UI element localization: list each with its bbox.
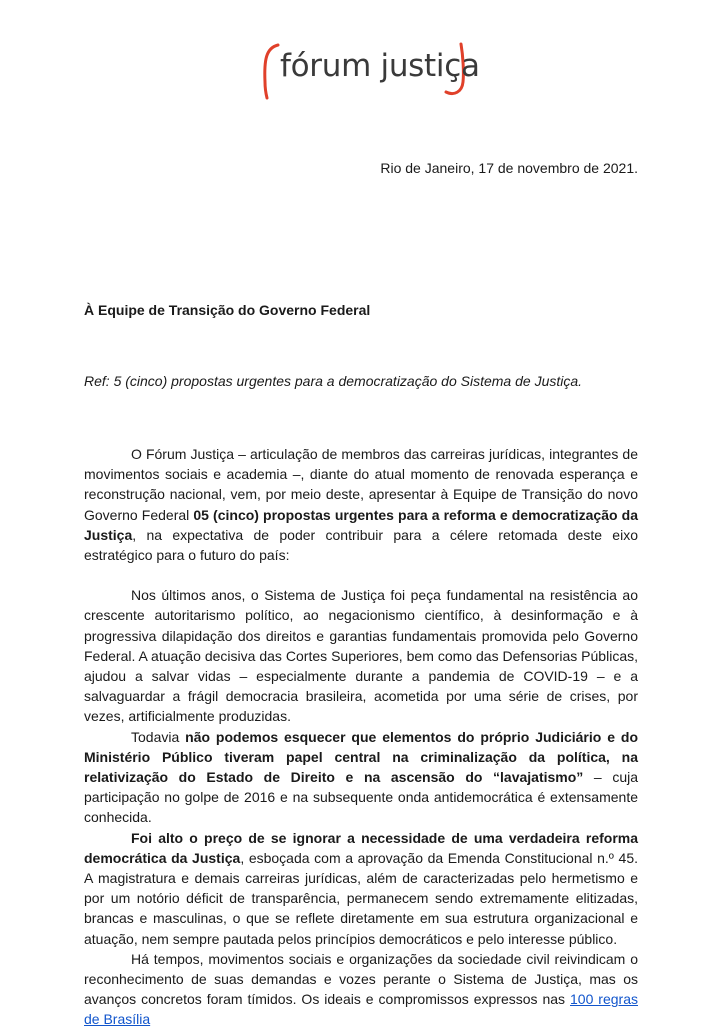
- paragraph-text: Nos últimos anos, o Sistema de Justiça foi peça fundamental na resistência ao crescente autoritarismo político, ao negacionismo científico, à desinformação e à progressiva dilapidação dos direitos e garantias fundamentais promovida pelo Governo Federal. A atuação decisiva das Cortes Superiores, bem como das Defensorias Públicas, ajudou a salvar vidas – especialmente durante a pandemia de COVID-19 – e a salvaguardar a frágil democracia brasileira, acometida por uma série de crises, por vezes, artificialmente produzidas.: [84, 587, 638, 725]
- letter-body: [84, 444, 638, 1030]
- paragraph-reform: [84, 828, 638, 949]
- letter-reference: Ref: 5 (cinco) propostas urgentes para a democratização do Sistema de Justiça.: [84, 373, 583, 389]
- paragraph-demands: [84, 949, 638, 1030]
- paragraph-context: [84, 585, 638, 726]
- paragraph-criticism: [84, 727, 638, 828]
- paragraph-text: Há tempos, movimentos sociais e organizações da sociedade civil reivindicam o reconhecimento de suas demandas e vozes perante o Sistema de Justiça, mas os avanços concretos foram tímidos. Os ideais e compromissos expressos nas: [84, 950, 638, 1008]
- letter-addressee: À Equipe de Transição do Governo Federal: [84, 302, 371, 318]
- brasilia-rules-link[interactable]: 100 regras de Brasília: [84, 991, 638, 1028]
- paragraph-text: Todavia: [131, 728, 186, 745]
- logo-text: fórum justiça: [280, 48, 480, 84]
- forum-justica-logo: [258, 42, 478, 102]
- paragraph-text: – cuja participação no golpe de 2016 e na subsequente onda antidemocrática é extensamente conhecida.: [84, 769, 639, 826]
- paragraph-intro: [84, 444, 638, 565]
- paragraph-text: , na expectativa de poder contribuir para a célere retomada deste eixo estratégico para o futuro do país:: [84, 526, 638, 564]
- paragraph-text: , esboçada com a aprovação da Emenda Constitucional n.º 45. A magistratura e demais carreiras jurídicas, além de caracterizadas pelo hermetismo e por um notório déficit de transparência, permanecem sendo extremamente elitizadas, brancas e masculinas, o que se reflete diretamente em sua estrutura organizacional e atuação, nem sempre pautada pelos princípios democráticos e pelo interesse público.: [84, 849, 638, 947]
- paragraph-bold-text: não podemos esquecer que elementos do próprio Judiciário e do Ministério Público tiveram papel central na criminalização da política, na relativização do Estado de Direito e na ascensão do “lavajatismo”: [84, 728, 638, 786]
- letter-date: Rio de Janeiro, 17 de novembro de 2021.: [380, 160, 638, 176]
- paragraph-text: O Fórum Justiça – articulação de membros das carreiras jurídicas, integrantes de movimentos sociais e academia –, diante do atual momento de renovada esperança e reconstrução nacional, vem, por meio deste, apresentar à Equipe de Transição do novo Governo Federal: [84, 446, 638, 523]
- paragraph-bold-text: 05 (cinco) propostas urgentes para a reforma e democratização da Justiça: [84, 506, 638, 543]
- paragraph-bold-text: Foi alto o preço de se ignorar a necessidade de uma verdadeira reforma democrática da Justiça: [84, 829, 638, 866]
